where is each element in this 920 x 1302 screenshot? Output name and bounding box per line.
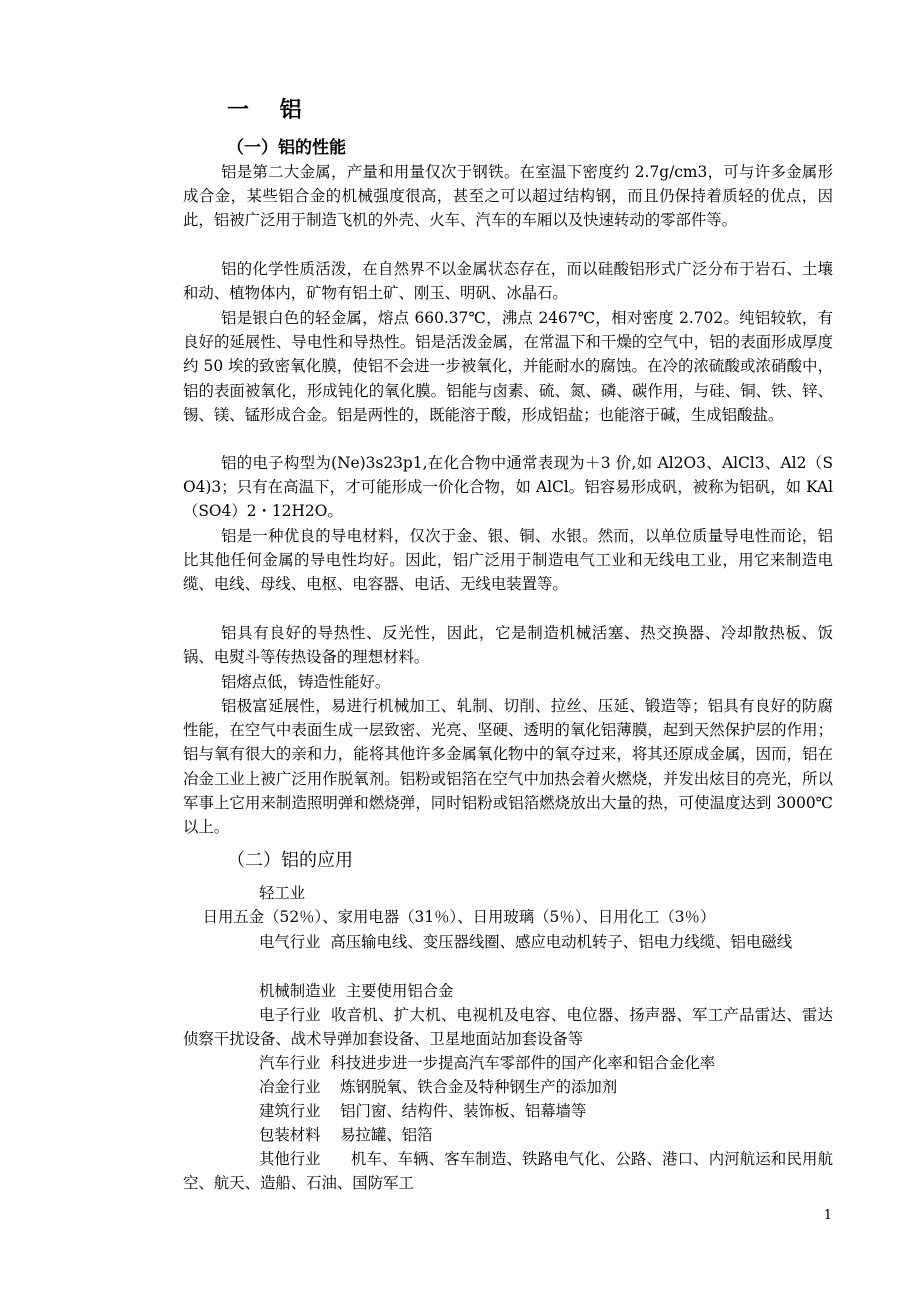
category-spacer (321, 1126, 341, 1144)
category-spacer (321, 933, 331, 951)
application-category: 轻工业 (259, 884, 306, 902)
application-category: 电子行业 (259, 1006, 321, 1024)
chapter-number: 一 (227, 98, 250, 123)
category-spacer (321, 1006, 331, 1024)
chapter-title: 铝 (279, 98, 302, 123)
paragraph-2: 铝的化学性质活泼，在自然界不以金属状态存在，而以硅酸铝形式广泛分布于岩石、土壤和动、植物体内，矿物有铝土矿、刚玉、明矾、冰晶石。 (183, 260, 833, 303)
application-description: 科技进步进一步提高汽车零部件的国产化率和铝合金化率 (330, 1054, 716, 1072)
application-item (183, 1052, 833, 1076)
application-item (183, 882, 833, 929)
application-description: 机车、车辆、客车制造、铁路电气化、公路、港口、内河航运和民用航空、航天、造船、石油、国防军工 (183, 1150, 833, 1192)
category-spacer (321, 1150, 351, 1168)
application-item (183, 1004, 833, 1051)
application-item (183, 931, 833, 955)
application-category: 汽车行业 (259, 1054, 321, 1072)
section-2-title: （二）铝的应用 (227, 850, 353, 871)
chapter-heading (227, 96, 302, 126)
category-spacer (321, 1078, 341, 1096)
paragraph-3: 铝是银白色的轻金属，熔点 660.37℃，沸点 2467℃，相对密度 2.702。纯铝较软，有良好的延展性、导电性和导热性。铝是活泼金属，在常温下和干燥的空气中，铝的表面形成厚度约 50 埃的致密氧化膜，使铝不会进一步被氧化，并能耐水的腐蚀。在冷的浓硫酸或浓硝酸中，铝的表面被氧化，形成钝化的氧化膜。铝能与卤素、硫、氮、磷、碳作用，与硅、铜、铁、锌、锡、镁、锰形成合金。铝是两性的，既能溶于酸，形成铝盐；也能溶于碱，生成铝酸盐。 (183, 309, 833, 424)
application-category: 包装材料 (259, 1126, 321, 1144)
application-item (183, 1100, 833, 1124)
application-description: 高压输电线、变压器线圈、感应电动机转子、铝电力线缆、铝电磁线 (330, 933, 793, 951)
application-category: 其他行业 (259, 1150, 321, 1168)
application-item (183, 1124, 833, 1148)
page-number: 1 (823, 1208, 832, 1223)
application-item (183, 980, 833, 1004)
category-spacer (183, 908, 203, 926)
application-category: 电气行业 (259, 933, 321, 951)
application-category: 建筑行业 (259, 1102, 321, 1120)
application-description: 易拉罐、铝箔 (340, 1126, 433, 1144)
section-1-title: （一）铝的性能 (227, 138, 346, 158)
paragraph-1: 铝是第二大金属，产量和用量仅次于钢铁。在室温下密度约 2.7g/cm3，可与许多金属形成合金，某些铝合金的机械强度很高，甚至之可以超过结构钢，而且仍保持着质轻的优点，因此，铝被广泛用于制造飞机的外壳、火车、汽车的车厢以及快速转动的零部件等。 (183, 163, 833, 230)
category-spacer (321, 1054, 331, 1072)
paragraph-8: 铝极富延展性，易进行机械加工、轧制、切削、拉丝、压延、锻造等；铝具有良好的防腐性能，在空气中表面生成一层致密、光亮、坚硬、透明的氧化铝薄膜，起到天然保护层的作用；铝与氧有很大的亲和力，能将其他许多金属氧化物中的氧夺过来，将其还原成金属，因而，铝在冶金工业上被广泛用作脱氧剂。铝粉或铝箔在空气中加热会着火燃烧，并发出炫目的亮光，所以军事上它用来制造照明弹和燃烧弹，同时铝粉或铝箔燃烧放出大量的热，可使温度达到 3000℃以上。 (183, 697, 833, 837)
paragraph-6: 铝具有良好的导热性、反光性，因此，它是制造机械活塞、热交换器、冷却散热板、饭锅、电熨斗等传热设备的理想材料。 (183, 624, 833, 667)
application-description: 收音机、扩大机、电视机及电容、电位器、扬声器、军工产品雷达、雷达侦察干扰设备、战术导弹加套设备、卫星地面站加套设备等 (183, 1006, 833, 1048)
application-description: 日用五金（52％）、家用电器（31％）、日用玻璃（5％）、日用化工（3％） (202, 907, 716, 926)
application-item (183, 1076, 833, 1100)
application-category: 冶金行业 (259, 1078, 321, 1096)
paragraph-4: 铝的电子构型为(Ne)3s23p1,在化合物中通常表现为＋3 价,如 Al2O3、AlCl3、Al2（SO4)3；只有在高温下，才可能形成一价化合物，如 AlCl。铝容易形成矾，被称为铝矾，如 KAl（SO4）2・12H2O。 (183, 454, 833, 521)
application-description: 炼钢脱氧、铁合金及特种钢生产的添加剂 (340, 1078, 618, 1096)
paragraph-7: 铝熔点低，铸造性能好。 (221, 673, 391, 691)
paragraph-5: 铝是一种优良的导电材料，仅次于金、银、铜、水银。然而，以单位质量导电性而论，铝比其他任何金属的导电性均好。因此，铝广泛用于制造电气工业和无线电工业，用它来制造电缆、电线、母线、电枢、电容器、电话、无线电装置等。 (183, 527, 833, 594)
application-description: 主要使用铝合金 (345, 982, 454, 1000)
application-description: 铝门窗、结构件、装饰板、铝幕墙等 (340, 1102, 587, 1120)
application-category: 机械制造业 (259, 982, 336, 1000)
application-item (183, 1148, 833, 1195)
category-spacer (336, 982, 346, 1000)
category-spacer (321, 1102, 341, 1120)
